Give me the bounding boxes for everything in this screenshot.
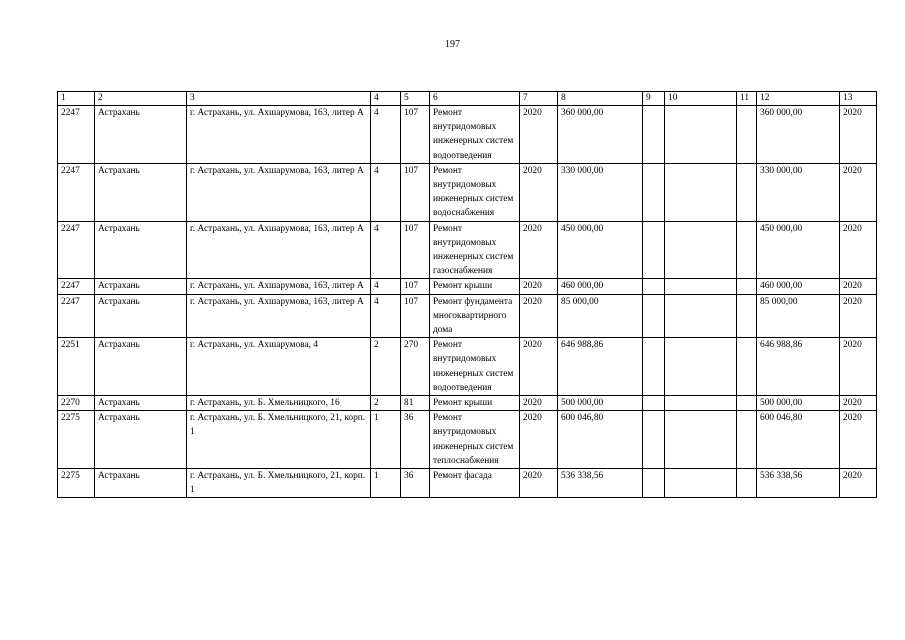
col11-cell [737,294,757,338]
completion-year-cell: 2020 [840,163,877,221]
regional-fund-cost-cell: 360 000,00 [757,106,840,164]
work-type-cell: Ремонт внутридомовых инженерных систем теплоснабжения [430,411,520,469]
col11-cell [737,221,757,279]
apartments-cell: 107 [401,106,430,164]
apartments-cell: 270 [401,338,430,396]
municipality-cell: Астрахань [95,469,187,498]
address-cell: г. Астрахань, ул. Ахшарумова, 163, литер А [187,163,371,221]
municipality-cell: Астрахань [95,411,187,469]
col11-cell [737,279,757,294]
table-row [58,294,877,338]
table-row [58,221,877,279]
page-number: 197 [445,39,460,50]
col11-cell [737,106,757,164]
table-row [58,106,877,164]
apartments-cell: 107 [401,294,430,338]
column-number: 1 [58,92,95,106]
apartments-cell: 107 [401,163,430,221]
object-id-cell: 2247 [58,163,95,221]
column-number: 12 [757,92,840,106]
work-type-cell: Ремонт фундамента многоквартирного дома [430,294,520,338]
object-id-cell: 2247 [58,294,95,338]
year-cell: 2020 [520,396,558,411]
address-cell: г. Астрахань, ул. Ахшарумова, 163, литер А [187,279,371,294]
table-row [58,163,877,221]
floors-cell: 4 [371,279,401,294]
table-row [58,279,877,294]
regional-fund-cost-cell: 536 338,56 [757,469,840,498]
regional-fund-cost-cell: 500 000,00 [757,396,840,411]
address-cell: г. Астрахань, ул. Б. Хмельницкого, 21, корп. 1 [187,411,371,469]
total-cost-cell: 330 000,00 [558,163,643,221]
work-type-cell: Ремонт внутридомовых инженерных систем водоотведения [430,338,520,396]
total-cost-cell: 600 046,80 [558,411,643,469]
col10-cell [665,106,737,164]
col10-cell [665,221,737,279]
column-number: 7 [520,92,558,106]
year-cell: 2020 [520,279,558,294]
col10-cell [665,294,737,338]
col11-cell [737,163,757,221]
object-id-cell: 2275 [58,469,95,498]
address-cell: г. Астрахань, ул. Ахшарумова, 163, литер А [187,221,371,279]
municipality-cell: Астрахань [95,221,187,279]
completion-year-cell: 2020 [840,396,877,411]
floors-cell: 4 [371,106,401,164]
col11-cell [737,469,757,498]
col10-cell [665,338,737,396]
municipality-cell: Астрахань [95,279,187,294]
year-cell: 2020 [520,106,558,164]
apartments-cell: 36 [401,469,430,498]
col10-cell [665,396,737,411]
work-type-cell: Ремонт внутридомовых инженерных систем газоснабжения [430,221,520,279]
col9-cell [643,163,665,221]
object-id-cell: 2275 [58,411,95,469]
year-cell: 2020 [520,469,558,498]
apartments-cell: 107 [401,279,430,294]
total-cost-cell: 536 338,56 [558,469,643,498]
municipality-cell: Астрахань [95,106,187,164]
table-row [58,396,877,411]
total-cost-cell: 85 000,00 [558,294,643,338]
column-number: 4 [371,92,401,106]
object-id-cell: 2251 [58,338,95,396]
col9-cell [643,411,665,469]
address-cell: г. Астрахань, ул. Ахшарумова, 4 [187,338,371,396]
total-cost-cell: 646 988,86 [558,338,643,396]
repair-schedule-table [57,91,877,498]
regional-fund-cost-cell: 330 000,00 [757,163,840,221]
column-number: 11 [737,92,757,106]
col11-cell [737,338,757,396]
completion-year-cell: 2020 [840,106,877,164]
total-cost-cell: 360 000,00 [558,106,643,164]
col9-cell [643,338,665,396]
col10-cell [665,469,737,498]
col9-cell [643,279,665,294]
column-number: 5 [401,92,430,106]
col11-cell [737,396,757,411]
completion-year-cell: 2020 [840,411,877,469]
floors-cell: 4 [371,221,401,279]
year-cell: 2020 [520,411,558,469]
total-cost-cell: 450 000,00 [558,221,643,279]
col9-cell [643,396,665,411]
object-id-cell: 2247 [58,221,95,279]
regional-fund-cost-cell: 450 000,00 [757,221,840,279]
col10-cell [665,411,737,469]
object-id-cell: 2270 [58,396,95,411]
work-type-cell: Ремонт фасада [430,469,520,498]
work-type-cell: Ремонт крыши [430,396,520,411]
municipality-cell: Астрахань [95,163,187,221]
object-id-cell: 2247 [58,279,95,294]
municipality-cell: Астрахань [95,396,187,411]
work-type-cell: Ремонт крыши [430,279,520,294]
table-row [58,469,877,498]
completion-year-cell: 2020 [840,221,877,279]
year-cell: 2020 [520,338,558,396]
col9-cell [643,469,665,498]
address-cell: г. Астрахань, ул. Б. Хмельницкого, 16 [187,396,371,411]
floors-cell: 2 [371,338,401,396]
address-cell: г. Астрахань, ул. Ахшарумова, 163, литер А [187,106,371,164]
floors-cell: 2 [371,396,401,411]
apartments-cell: 107 [401,221,430,279]
regional-fund-cost-cell: 646 988,86 [757,338,840,396]
table-row [58,338,877,396]
work-type-cell: Ремонт внутридомовых инженерных систем водоотведения [430,106,520,164]
column-number: 9 [643,92,665,106]
col9-cell [643,221,665,279]
completion-year-cell: 2020 [840,469,877,498]
column-number: 2 [95,92,187,106]
column-number: 3 [187,92,371,106]
col9-cell [643,294,665,338]
col10-cell [665,163,737,221]
column-number: 10 [665,92,737,106]
column-number: 6 [430,92,520,106]
object-id-cell: 2247 [58,106,95,164]
year-cell: 2020 [520,221,558,279]
floors-cell: 4 [371,163,401,221]
apartments-cell: 36 [401,411,430,469]
work-type-cell: Ремонт внутридомовых инженерных систем водоснабжения [430,163,520,221]
regional-fund-cost-cell: 600 046,80 [757,411,840,469]
col9-cell [643,106,665,164]
year-cell: 2020 [520,163,558,221]
floors-cell: 1 [371,469,401,498]
table-row [58,411,877,469]
floors-cell: 1 [371,411,401,469]
completion-year-cell: 2020 [840,279,877,294]
floors-cell: 4 [371,294,401,338]
col11-cell [737,411,757,469]
total-cost-cell: 460 000,00 [558,279,643,294]
regional-fund-cost-cell: 85 000,00 [757,294,840,338]
year-cell: 2020 [520,294,558,338]
apartments-cell: 81 [401,396,430,411]
municipality-cell: Астрахань [95,294,187,338]
col10-cell [665,279,737,294]
address-cell: г. Астрахань, ул. Б. Хмельницкого, 21, корп. 1 [187,469,371,498]
column-number: 8 [558,92,643,106]
completion-year-cell: 2020 [840,294,877,338]
address-cell: г. Астрахань, ул. Ахшарумова, 163, литер А [187,294,371,338]
regional-fund-cost-cell: 460 000,00 [757,279,840,294]
column-number: 13 [840,92,877,106]
total-cost-cell: 500 000,00 [558,396,643,411]
municipality-cell: Астрахань [95,338,187,396]
completion-year-cell: 2020 [840,338,877,396]
column-number-row [58,92,877,106]
